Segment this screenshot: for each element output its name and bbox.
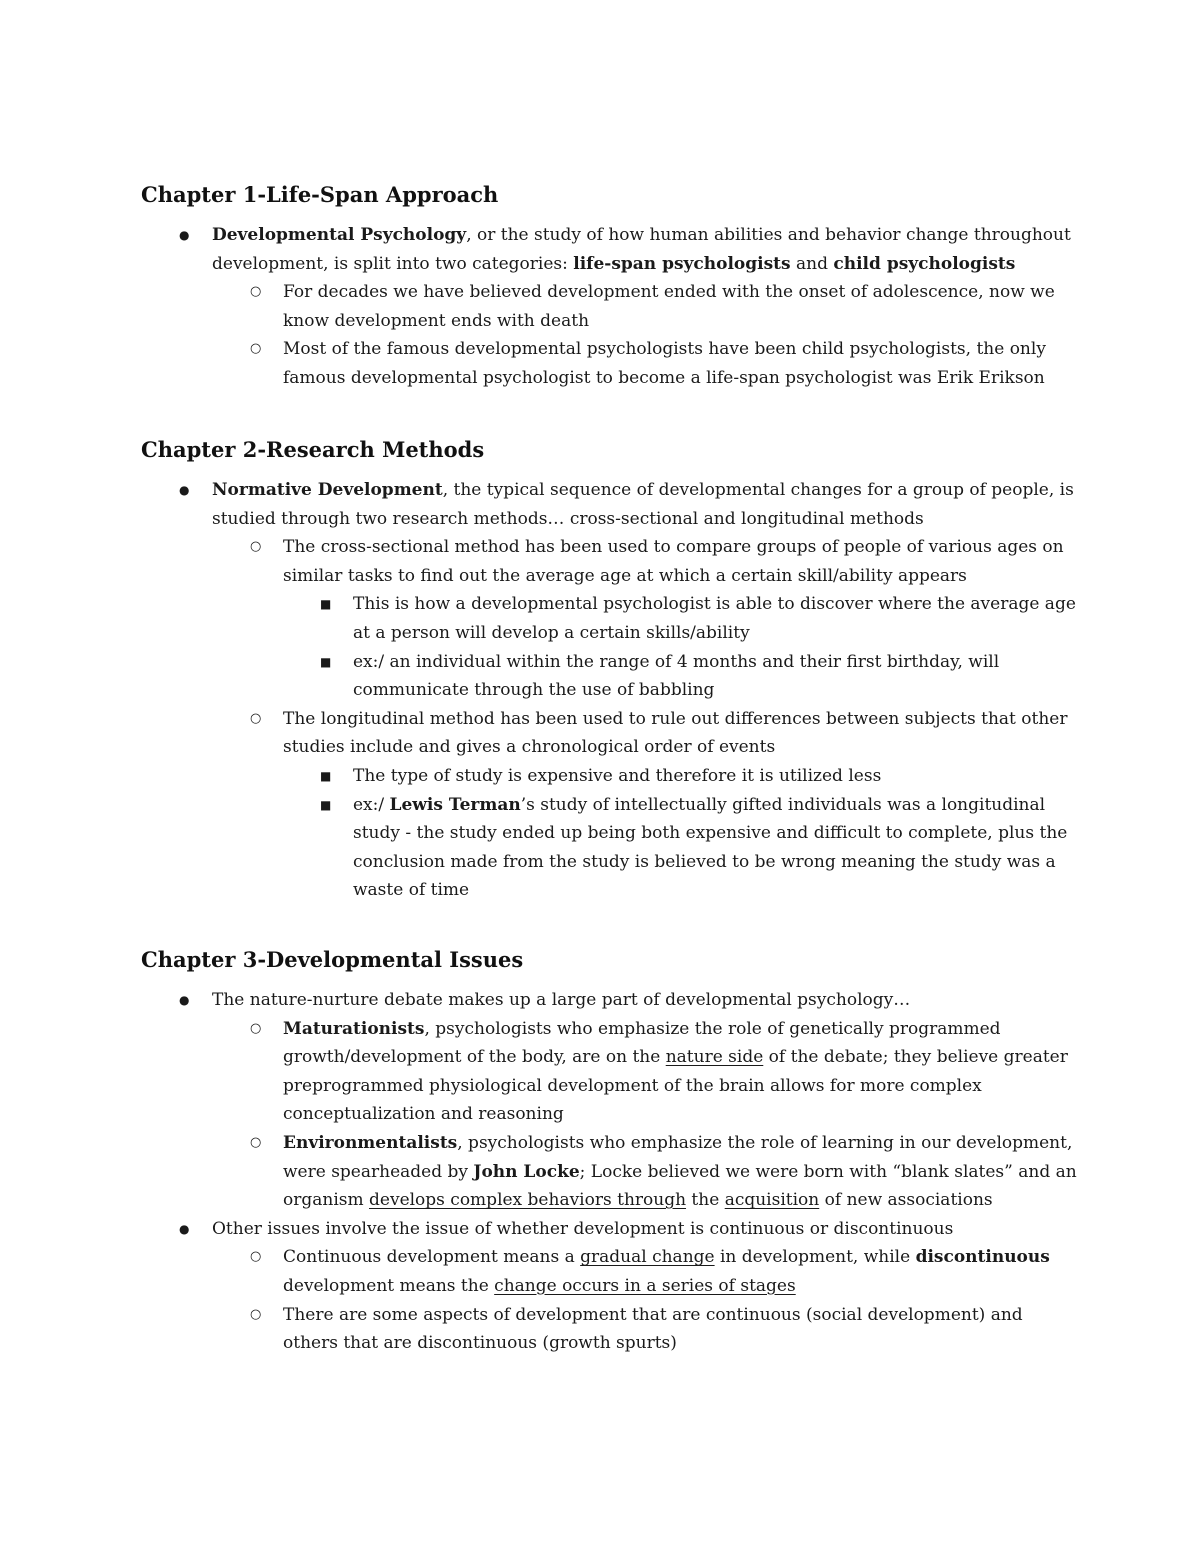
underlined-phrase: nature side: [665, 1047, 764, 1068]
text-run: ; Locke believed we were born with “blank slates” and an organism: [283, 1161, 1077, 1211]
square-bullet-icon: ■: [320, 797, 332, 812]
underlined-phrase: develops complex behaviors through: [369, 1190, 687, 1211]
text-run: of new associations: [819, 1190, 993, 1211]
square-bullet-icon: ■: [320, 654, 332, 669]
text-run: , psychologists who emphasize the role of genetically programmed growth/development of the body, are on the: [283, 1018, 1001, 1068]
square-bullet-icon: ■: [320, 768, 332, 783]
bold-term: discontinuous: [915, 1247, 1050, 1268]
chapter-1: [141, 181, 1081, 393]
text-run: , psychologists who emphasize the role of learning in our development, were spearheaded by: [283, 1132, 1073, 1182]
list-item: [212, 1129, 1081, 1215]
text-run: the: [686, 1190, 725, 1211]
text-run: ex:/: [353, 794, 390, 815]
hollow-circle-bullet-icon: ○: [250, 284, 262, 300]
list-item-text: [212, 990, 910, 1010]
list-item-text: [353, 795, 1067, 901]
list-item-text: [283, 1019, 1068, 1125]
text-run: development means the: [283, 1275, 495, 1296]
text-run: , or the study of how human abilities and behavior change throughout development, is split into two categories:: [212, 225, 1071, 274]
text-run: For decades we have believed development ended with the onset of adolescence, now we know development ends with death: [283, 282, 1055, 331]
list-item: [212, 278, 1081, 335]
list-item-text: [353, 594, 1076, 643]
text-run: The longitudinal method has been used to rule out differences between subjects that other studies include and gives a chronological order of events: [283, 708, 1068, 758]
text-run: The cross-sectional method has been used to compare groups of people of various ages on similar tasks to find out the average age at which a certain skill/ability appears: [283, 537, 1064, 586]
list-item: [212, 1015, 1081, 1129]
list-item-text: [212, 480, 1074, 529]
hollow-circle-bullet-icon: ○: [250, 1020, 262, 1036]
list-item: [283, 762, 1081, 791]
list-item-text: [212, 225, 1071, 274]
list-item-text: [353, 652, 999, 701]
text-run: ex:/ an individual within the range of 4 months and their first birthday, will communicate through the use of babbling: [353, 651, 1000, 701]
bold-term: John Locke: [473, 1161, 580, 1182]
chapter-2-list: [141, 476, 1081, 905]
text-run: in development, while: [714, 1247, 916, 1268]
bold-term: Environmentalists: [283, 1132, 458, 1153]
text-run: and: [790, 253, 834, 274]
chapter-2: [141, 436, 1081, 905]
chapter-3-list: [141, 986, 1081, 1358]
text-run: This is how a developmental psychologist is able to discover where the average age at a person will develop a certain skills/ability: [353, 594, 1076, 643]
bullet-list-level-2: [212, 533, 1081, 905]
bullet-list-level-1: [141, 476, 1081, 905]
bold-term: Developmental Psychology: [212, 225, 467, 245]
text-run: Most of the famous developmental psychologists have been child psychologists, the only famous developmental psychologist to become a life-span psychologist was Erik Erikson: [283, 339, 1046, 388]
filled-circle-bullet-icon: ●: [179, 993, 190, 1007]
chapter-title: Chapter 1-Life-Span Approach: [141, 182, 499, 207]
bold-term: Lewis Terman: [389, 794, 521, 815]
list-item: [212, 1243, 1081, 1300]
list-item-text: [283, 1133, 1077, 1210]
list-item-text: [283, 339, 1046, 388]
list-item: [212, 533, 1081, 705]
hollow-circle-bullet-icon: ○: [250, 1249, 262, 1265]
list-item: [141, 1215, 1081, 1358]
list-item-text: [212, 1219, 953, 1239]
list-item: [283, 648, 1081, 705]
hollow-circle-bullet-icon: ○: [250, 1306, 262, 1322]
bullet-list-level-3: [283, 590, 1081, 704]
chapter-title: Chapter 3-Developmental Issues: [141, 947, 524, 972]
underlined-phrase: acquisition: [724, 1190, 820, 1211]
list-item: [212, 1301, 1081, 1358]
list-item-text: [283, 282, 1055, 331]
hollow-circle-bullet-icon: ○: [250, 710, 262, 726]
text-run: The type of study is expensive and therefore it is utilized less: [353, 765, 882, 786]
hollow-circle-bullet-icon: ○: [250, 539, 262, 555]
bullet-list-level-3: [283, 762, 1081, 905]
text-run: of the debate; they believe greater preprogrammed physiological development of the brain allows for more complex conceptualization and reasoning: [283, 1047, 1068, 1125]
bullet-list-level-1: [141, 986, 1081, 1358]
bold-term: Maturationists: [283, 1018, 425, 1039]
filled-circle-bullet-icon: ●: [179, 483, 190, 497]
text-run: Continuous development means a: [283, 1247, 581, 1268]
text-run: The nature-nurture debate makes up a large part of developmental psychology…: [212, 990, 911, 1010]
hollow-circle-bullet-icon: ○: [250, 1134, 262, 1150]
list-item-text: [283, 1305, 1023, 1354]
chapter-title: Chapter 2-Research Methods: [141, 437, 485, 462]
hollow-circle-bullet-icon: ○: [250, 341, 262, 357]
text-run: Other issues involve the issue of whether development is continuous or discontinuous: [212, 1218, 954, 1239]
filled-circle-bullet-icon: ●: [179, 228, 190, 242]
text-run: ’s study of intellectually gifted individuals was a longitudinal study - the study ended up being both expensive and difficult to complete, plus the conclusion made from the study is believed to be wrong meaning the study was a waste of time: [353, 794, 1068, 901]
underlined-phrase: gradual change: [580, 1247, 715, 1268]
bold-term: child psychologists: [833, 253, 1016, 274]
filled-circle-bullet-icon: ●: [179, 1221, 190, 1236]
list-item: [283, 590, 1081, 647]
list-item: [212, 335, 1081, 392]
list-item-text: [283, 537, 1064, 586]
list-item-text: [283, 1247, 1050, 1296]
chapter-1-list: [141, 221, 1081, 393]
underlined-phrase: change occurs in a series of stages: [494, 1275, 796, 1296]
bullet-list-level-2: [212, 278, 1081, 392]
text-run: , the typical sequence of developmental changes for a group of people, is studied through two research methods… cross-sectional and longitudinal methods: [212, 480, 1074, 529]
list-item: [141, 221, 1081, 393]
chapter-3: [141, 946, 1081, 1358]
bullet-list-level-2: [212, 1243, 1081, 1357]
list-item: [212, 705, 1081, 905]
list-item: [141, 986, 1081, 1215]
bullet-list-level-2: [212, 1015, 1081, 1215]
list-item: [283, 791, 1081, 905]
bold-term: Normative Development: [212, 480, 443, 500]
list-item-text: [283, 709, 1067, 758]
list-item: [141, 476, 1081, 905]
bold-term: life-span psychologists: [573, 253, 791, 274]
bullet-list-level-1: [141, 221, 1081, 393]
list-item-text: [353, 766, 881, 786]
square-bullet-icon: ■: [320, 597, 332, 612]
text-run: There are some aspects of development that are continuous (social development) and others that are discontinuous (growth spurts): [283, 1304, 1023, 1354]
